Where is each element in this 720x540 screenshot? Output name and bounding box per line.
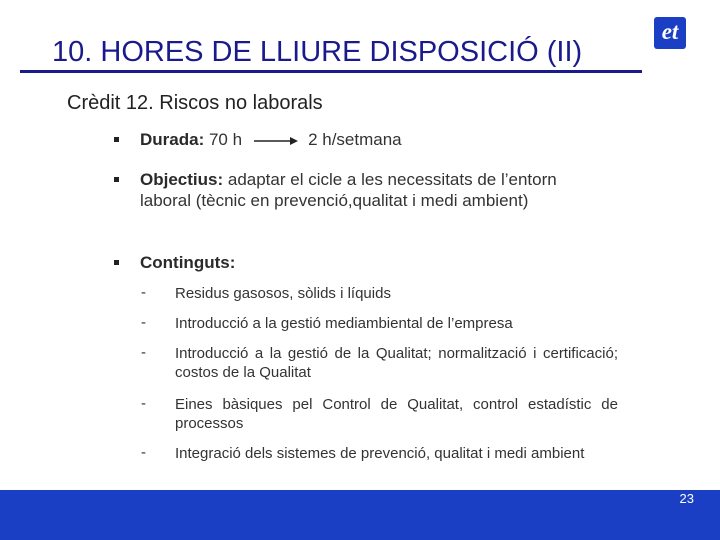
list-dash: - [141, 314, 146, 331]
et-logo-icon: et [654, 17, 686, 49]
bullet-continguts [140, 252, 610, 273]
bullet-durada [140, 129, 610, 150]
title-underline [20, 70, 642, 73]
list-item: Introducció a la gestió de la Qualitat; normalització i certificació; costos de la Qualitat [175, 345, 618, 381]
durada-value: 70 h [208, 130, 243, 149]
bullet-label: Durada: [140, 130, 205, 149]
list-item: Eines bàsiques pel Control de Qualitat, control estadístic de processos [175, 396, 618, 432]
list-item: Integració dels sistemes de prevenció, qualitat i medi ambient [175, 445, 585, 462]
list-dash: - [141, 444, 146, 461]
bullet-marker [114, 137, 119, 142]
bullet-objectius [140, 169, 610, 211]
slide-title: 10. HORES DE LLIURE DISPOSICIÓ (II) [52, 36, 583, 68]
list-dash: - [141, 395, 146, 412]
objectius-text: adaptar el cicle a les necessitats de l’entorn laboral (tècnic en prevenció,qualitat i medi ambient) [140, 170, 557, 210]
bullet-marker [114, 177, 119, 182]
footer-bar [0, 490, 720, 540]
list-dash: - [141, 284, 146, 301]
bullet-label: Objectius: [140, 170, 224, 189]
bullet-label: Continguts: [140, 253, 236, 272]
list-item: Residus gasosos, sòlids i líquids [175, 285, 391, 302]
page-number: 23 [679, 491, 694, 506]
slide-subtitle: Crèdit 12. Riscos no laborals [67, 92, 323, 114]
bullet-marker [114, 260, 119, 265]
arrow-right-icon [254, 136, 298, 146]
list-dash: - [141, 344, 146, 361]
durada-weekly: 2 h/setmana [308, 130, 402, 149]
list-item: Introducció a la gestió mediambiental de l’empresa [175, 315, 513, 332]
